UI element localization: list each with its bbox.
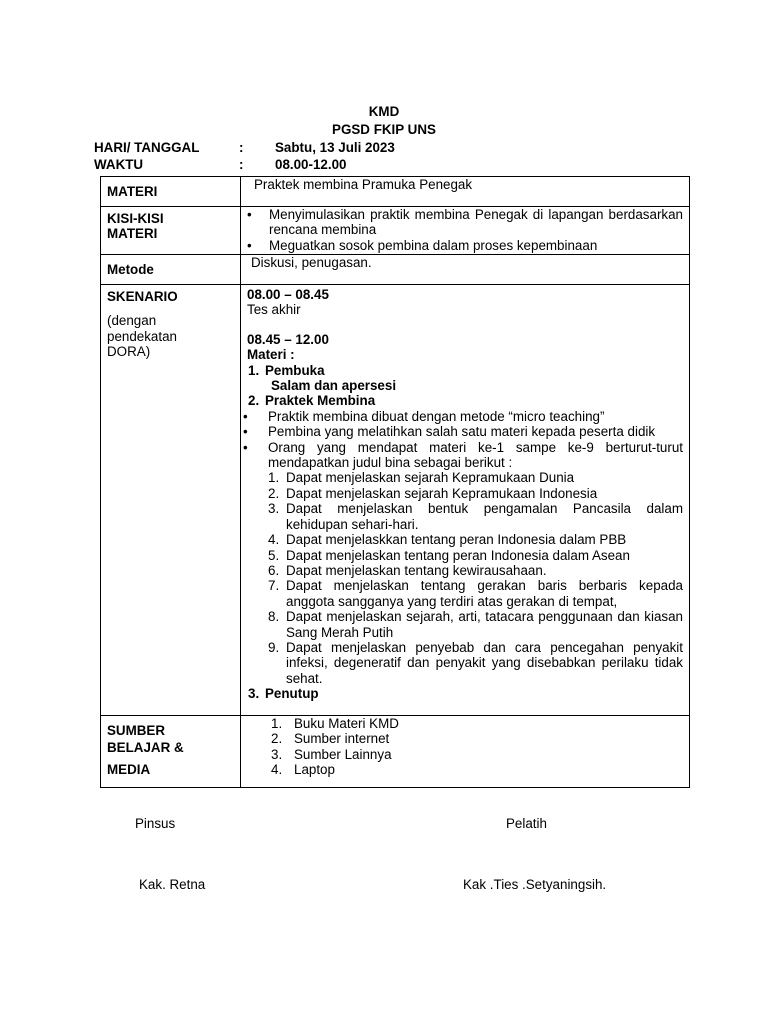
- skenario-label-cell: [101, 285, 241, 716]
- section-title: Pembuka: [265, 362, 325, 378]
- row-metode: [101, 255, 690, 285]
- sumber-label-1: SUMBER: [107, 723, 166, 738]
- kisi-bullet: [241, 207, 683, 238]
- list-item: [241, 486, 683, 501]
- section-pembuka: [241, 363, 683, 378]
- materi-heading: Materi :: [247, 347, 295, 363]
- section-title: Penutup: [265, 686, 319, 702]
- skenario-sublabel-3: DORA): [107, 344, 151, 360]
- materi-value: Praktek membina Pramuka Penegak: [254, 177, 473, 192]
- skenario-label: SKENARIO: [107, 289, 178, 304]
- source-item: [241, 731, 689, 746]
- skenario-bullet: [241, 440, 683, 471]
- item-number: 4.: [268, 532, 280, 548]
- metode-value-cell: [241, 255, 690, 285]
- skenario-bullet-text: Pembina yang melatihkan salah satu materi kepada peserta didik: [268, 424, 656, 440]
- source-text: Laptop: [294, 762, 335, 778]
- document-subtitle: PGSD FKIP UNS: [332, 122, 436, 137]
- source-item: [241, 762, 689, 777]
- skenario-bullet-text: Praktik membina dibuat dengan metode “micro teaching”: [268, 408, 605, 424]
- skenario-bullet: [241, 409, 683, 424]
- session-time-2: 08.45 – 12.00: [247, 331, 329, 347]
- skenario-bullet: [241, 424, 683, 439]
- materi-value-cell: [241, 177, 690, 207]
- row-materi: [101, 177, 690, 207]
- list-item: [241, 640, 683, 686]
- metode-label: Metode: [107, 262, 154, 277]
- list-item: [241, 501, 683, 532]
- item-number: 4.: [271, 762, 283, 778]
- section-number: 3.: [248, 686, 260, 702]
- row-skenario: [101, 285, 690, 716]
- materi-label: MATERI: [107, 184, 158, 199]
- kisi-label-1: KISI-KISI: [107, 211, 164, 226]
- item-text: Dapat menjelaskan sejarah Kepramukaan Dunia: [286, 470, 575, 486]
- item-number: 2.: [268, 485, 280, 501]
- item-number: 6.: [268, 562, 280, 578]
- materi-label-cell: [101, 177, 241, 207]
- item-text: Dapat menjelaskan tentang gerakan baris berbaris kepada anggota sangganya yang terdiri atas gerakan di tempat,: [286, 578, 683, 609]
- section-pembuka-sub: Salam dan apersesi: [271, 378, 397, 394]
- list-item: [241, 609, 683, 640]
- list-item: [241, 563, 683, 578]
- item-text: Dapat menjelaskan bentuk pengamalan Pancasila dalam kehidupan sehari-hari.: [286, 501, 683, 532]
- signature-left-role: Pinsus: [135, 816, 176, 831]
- source-item: [241, 747, 689, 762]
- item-number: 9.: [268, 639, 280, 655]
- kisi-label-2: MATERI: [107, 226, 158, 242]
- kisi-bullet-text: Menyimulasikan praktik membina Penegak di lapangan berdasarkan rencana membina: [269, 207, 683, 238]
- item-text: Dapat menjelaskan tentang kewirausahaan.: [286, 562, 547, 578]
- source-item: [241, 716, 689, 731]
- list-item: [241, 470, 683, 485]
- day-colon: :: [239, 140, 244, 155]
- time-colon: :: [239, 157, 244, 172]
- time-label: WAKTU: [94, 157, 144, 172]
- source-text: Sumber internet: [294, 731, 390, 747]
- section-penutup: [241, 686, 683, 701]
- item-text: Dapat menjelaskan tentang peran Indonesia dalam Asean: [286, 547, 630, 563]
- skenario-sublabel-1: (dengan: [107, 313, 157, 329]
- item-number: 3.: [271, 746, 283, 762]
- time-value: 08.00-12.00: [275, 157, 347, 172]
- item-number: 5.: [268, 547, 280, 563]
- day-label: HARI/ TANGGAL: [94, 140, 200, 155]
- item-number: 1.: [268, 470, 280, 486]
- skenario-value-cell: [241, 285, 690, 716]
- lesson-table: [100, 176, 690, 788]
- bullet-icon: •: [247, 207, 252, 222]
- item-number: 1.: [271, 716, 283, 731]
- skenario-sublabel-2: pendekatan: [107, 328, 177, 344]
- kisi-bullet: [241, 238, 683, 253]
- bullet-icon: •: [243, 408, 248, 424]
- signature-left-name: Kak. Retna: [139, 877, 206, 892]
- item-number: 3.: [268, 501, 280, 517]
- row-sumber: [101, 716, 690, 788]
- item-text: Dapat menjelaskan penyebab dan cara pencegahan penyakit infeksi, degeneratif dan penyakit yang disebabkan perilaku tidak sehat.: [286, 639, 683, 686]
- item-number: 8.: [268, 609, 280, 625]
- item-text: Dapat menjelaskan sejarah, arti, tatacara penggunaan dan kiasan Sang Merah Putih: [286, 609, 683, 640]
- sumber-label-2: BELAJAR &: [107, 740, 184, 755]
- session-time-1: 08.00 – 08.45: [247, 287, 329, 302]
- list-item: [241, 532, 683, 547]
- bullet-icon: •: [243, 439, 248, 455]
- sumber-label-3: MEDIA: [107, 762, 151, 777]
- session-activity-1: Tes akhir: [247, 302, 301, 318]
- list-item: [241, 548, 683, 563]
- bullet-icon: •: [243, 424, 248, 440]
- section-praktek: [241, 393, 683, 408]
- sumber-value-cell: [241, 716, 690, 788]
- section-number: 1.: [248, 362, 260, 378]
- source-text: Buku Materi KMD: [294, 716, 399, 731]
- row-kisi: [101, 207, 690, 255]
- item-text: Dapat menjelaskkan tentang peran Indonesia dalam PBB: [286, 532, 627, 548]
- signature-right-role: Pelatih: [506, 816, 547, 831]
- kisi-bullet-text: Meguatkan sosok pembina dalam proses kepembinaan: [269, 237, 598, 253]
- source-text: Sumber Lainnya: [294, 746, 392, 762]
- list-item: [241, 578, 683, 609]
- section-number: 2.: [248, 393, 260, 409]
- day-value: Sabtu, 13 Juli 2023: [275, 140, 395, 155]
- sumber-label-cell: [101, 716, 241, 788]
- metode-label-cell: [101, 255, 241, 285]
- item-number: 7.: [268, 578, 280, 594]
- item-text: Dapat menjelaskan sejarah Kepramukaan Indonesia: [286, 485, 598, 501]
- bullet-icon: •: [247, 237, 252, 253]
- skenario-bullet-text: Orang yang mendapat materi ke-1 sampe ke-9 berturut-turut mendapatkan judul bina sebagai berikut :: [268, 439, 683, 471]
- kisi-label-cell: [101, 207, 241, 255]
- section-title: Praktek Membina: [265, 393, 376, 409]
- document-title: KMD: [368, 104, 400, 119]
- kisi-value-cell: [241, 207, 690, 255]
- item-number: 2.: [271, 731, 283, 747]
- metode-value: Diskusi, penugasan.: [251, 255, 372, 270]
- signature-right-name: Kak .Ties .Setyaningsih.: [463, 877, 607, 892]
